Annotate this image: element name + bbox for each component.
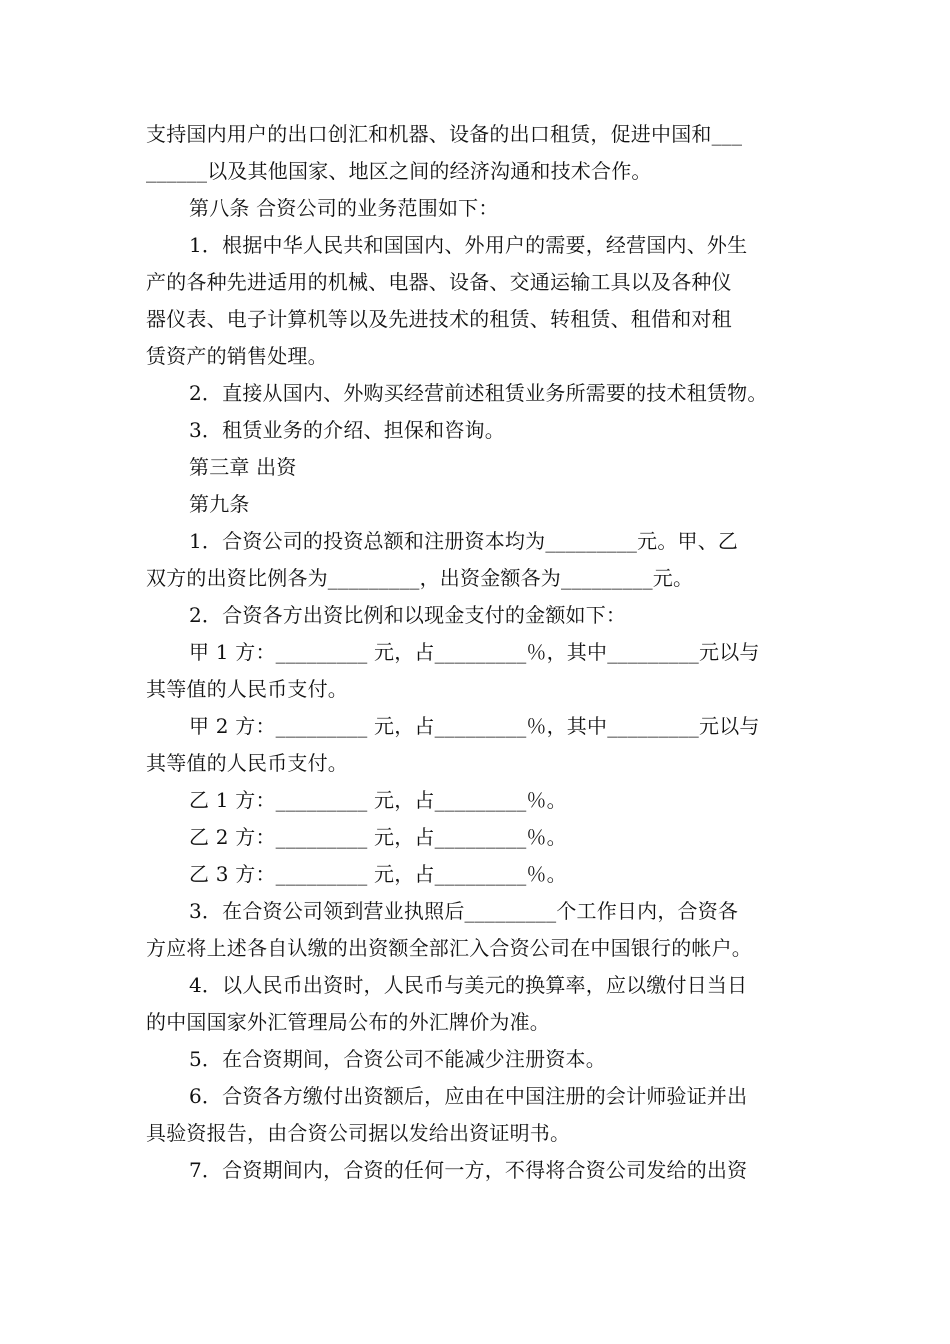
text-line: 1．合资公司的投资总额和注册资本均为_________元。甲、乙 (189, 529, 739, 553)
text-line: 甲 2 方：_________ 元，占_________％，其中_________元以与 (189, 714, 760, 738)
text-line: 产的各种先进适用的机械、电器、设备、交通运输工具以及各种仪 (146, 270, 732, 294)
text-line: 双方的出资比例各为_________，出资金额各为_________元。 (146, 566, 694, 590)
text-line: 方应将上述各自认缴的出资额全部汇入合资公司在中国银行的帐户。 (146, 936, 752, 960)
text-line: 乙 2 方：_________ 元，占_________％。 (189, 825, 567, 849)
text-line: 器仪表、电子计算机等以及先进技术的租赁、转租赁、租借和对租 (146, 307, 732, 331)
text-line: 7．合资期间内，合资的任何一方，不得将合资公司发给的出资 (189, 1158, 748, 1182)
text-line: 赁资产的销售处理。 (146, 344, 328, 368)
text-line: 其等值的人民币支付。 (146, 677, 348, 701)
text-line: 5．在合资期间，合资公司不能减少注册资本。 (189, 1047, 606, 1071)
text-line: 2．直接从国内、外购买经营前述租赁业务所需要的技术租赁物。 (189, 381, 768, 405)
text-line: 其等值的人民币支付。 (146, 751, 348, 775)
text-line: 2．合资各方出资比例和以现金支付的金额如下： (189, 603, 627, 627)
text-line: 具验资报告，由合资公司据以发给出资证明书。 (146, 1121, 571, 1145)
document-body (146, 116, 814, 1189)
text-line: 的中国国家外汇管理局公布的外汇牌价为准。 (146, 1010, 550, 1034)
text-line: 第三章 出资 (189, 455, 297, 479)
text-line: ______以及其他国家、地区之间的经济沟通和技术合作。 (146, 159, 652, 183)
text-line: 6．合资各方缴付出资额后，应由在中国注册的会计师验证并出 (189, 1084, 748, 1108)
text-line: 3．租赁业务的介绍、担保和咨询。 (189, 418, 505, 442)
text-line: 3．在合资公司领到营业执照后_________个工作日内，合资各 (189, 899, 739, 923)
text-line: 乙 1 方：_________ 元，占_________％。 (189, 788, 567, 812)
text-line: 甲 1 方：_________ 元，占_________％，其中_________元以与 (189, 640, 760, 664)
text-line: 支持国内用户的出口创汇和机器、设备的出口租赁，促进中国和___ (146, 122, 743, 146)
text-line: 第八条 合资公司的业务范围如下： (189, 196, 499, 220)
text-line: 4．以人民币出资时，人民币与美元的换算率，应以缴付日当日 (189, 973, 748, 997)
text-line: 第九条 (189, 492, 250, 516)
text-line: 乙 3 方：_________ 元，占_________％。 (189, 862, 567, 886)
text-line: 1．根据中华人民共和国国内、外用户的需要，经营国内、外生 (189, 233, 748, 257)
